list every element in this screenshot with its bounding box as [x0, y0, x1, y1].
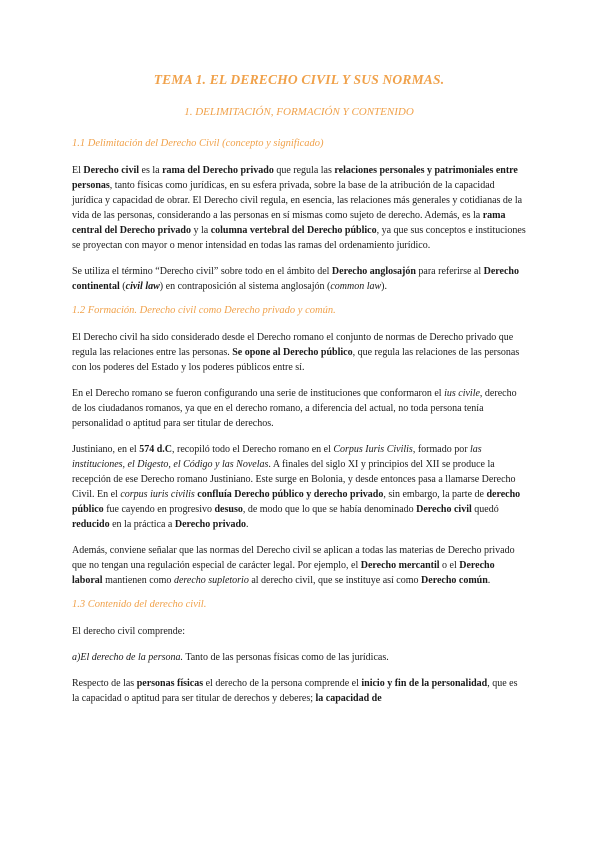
document-title: TEMA 1. EL DERECHO CIVIL Y SUS NORMAS.: [153, 72, 445, 87]
section-heading-1-1: 1.1 Delimitación del Derecho Civil (concepto y significado): [72, 138, 324, 149]
paragraph: Justiniano, en el 574 d.C, recopiló todo el Derecho romano en el Corpus Iuris Civilis, formado por las instituciones, el Digesto, el Código y las Novelas. A finales del siglo XI y principios del XII se produce la recepción de ese Derecho romano Justiniano. Este surge en Bolonia, y desde entonces pasa a llamarse Derecho Civil. En el corpus iuris civilis confluía Derecho público y derecho privado, sin embargo, la parte de derecho público fue cayendo en progresivo desuso, de modo que lo que se había denominado Derecho civil quedó reducido en la práctica a Derecho privado.: [72, 444, 521, 530]
section-heading-1-2: 1.2 Formación. Derecho civil como Derecho privado y común.: [72, 305, 336, 316]
paragraph: El Derecho civil ha sido considerado desde el Derecho romano el conjunto de normas de Derecho privado que regula las relaciones entre las personas. Se opone al Derecho público, que regula las relaciones de las personas con los poderes del Estado y los poderes públicos entre sí.: [72, 332, 520, 373]
paragraph: Además, conviene señalar que las normas del Derecho civil se aplican a todas las materias de Derecho privado que no tengan una regulación especial de carácter legal. Por ejemplo, el Derecho mercantil o el Derecho laboral mantienen como derecho supletorio al derecho civil, que se instituye así como Derecho común.: [72, 545, 515, 586]
paragraph: En el Derecho romano se fueron configurando una serie de instituciones que conformaron el ius civile, derecho de los ciudadanos romanos, ya que en el derecho romano, a diferencia del actual, no toda persona tenía personalidad o aptitud para ser titular de derechos.: [72, 388, 517, 429]
paragraph: El Derecho civil es la rama del Derecho privado que regula las relaciones personales y patrimoniales entre personas, tanto físicas como jurídicas, en su esfera privada, sobre la base de la atribución de la capacidad jurídica y capacidad de obrar. El Derecho civil regula, en esencia, las relaciones más generales y cotidianas de la vida de las personas, considerando a las personas en sí mismas como sujeto de derecho. Además, es la rama central del Derecho privado y la columna vertebral del Derecho público, ya que sus conceptos e instituciones se proyectan con mayor o menor intensidad en todas las ramas del ordenamiento jurídico.: [72, 165, 526, 251]
paragraph: Respecto de las personas físicas el derecho de la persona comprende el inicio y fin de la personalidad, que es la capacidad o aptitud para ser titular de derechos y deberes; la capacidad de: [72, 678, 518, 704]
chapter-subtitle: 1. DELIMITACIÓN, FORMACIÓN Y CONTENIDO: [184, 106, 414, 118]
paragraph: El derecho civil comprende:: [72, 626, 186, 637]
section-heading-1-3: 1.3 Contenido del derecho civil.: [72, 599, 207, 610]
paragraph: a)El derecho de la persona. Tanto de las personas físicas como de las jurídicas.: [72, 652, 389, 663]
paragraph: Se utiliza el término “Derecho civil” sobre todo en el ámbito del Derecho anglosajón para referirse al Derecho continental (civil law) en contraposición al sistema anglosajón (common law).: [72, 266, 519, 292]
